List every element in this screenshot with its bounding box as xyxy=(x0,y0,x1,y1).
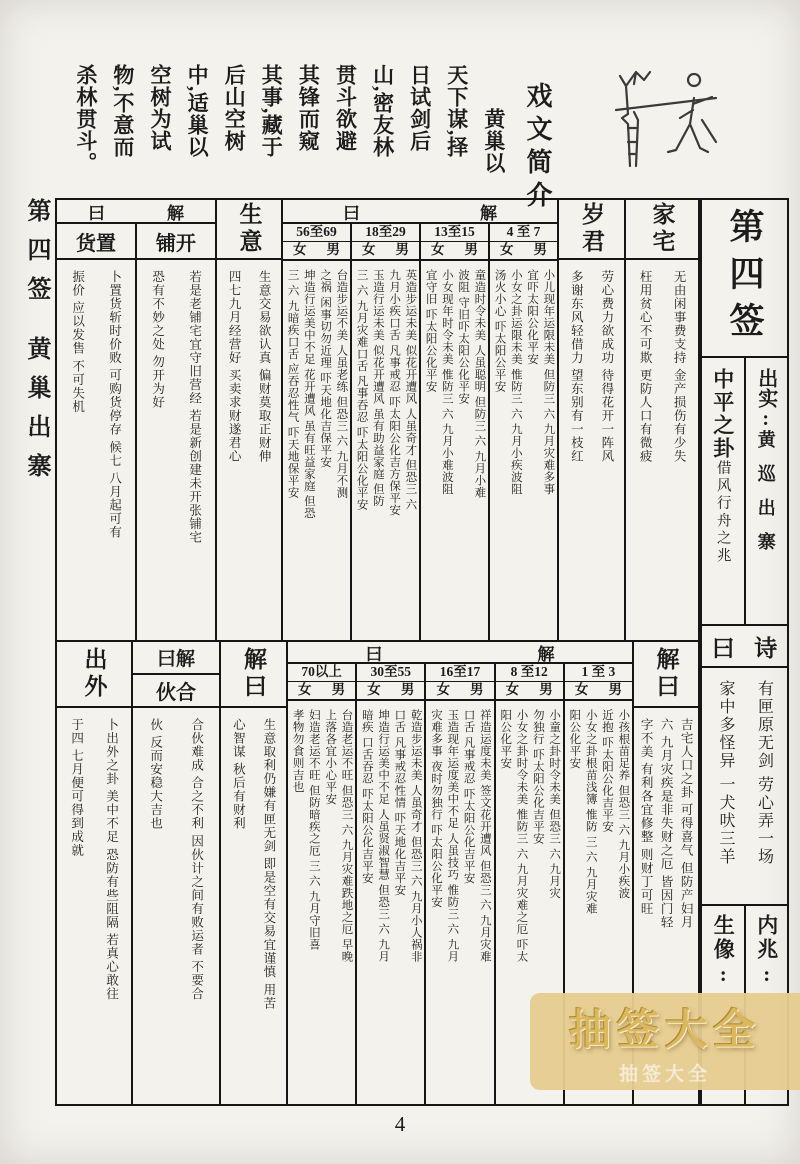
gender-male: 男 xyxy=(539,681,553,697)
cell-huozhi xyxy=(57,260,135,640)
col-shengyi xyxy=(215,200,281,640)
subject-prefix: 出实: xyxy=(754,368,777,430)
cell-line: 吉宅人口之卦 可得喜气 但防产妇月 xyxy=(679,718,694,929)
cell-line: 卜置货斩时价败 可购货停存 候七 八月起可有 xyxy=(107,270,122,539)
gender-female: 女 xyxy=(293,241,307,257)
gender-male: 男 xyxy=(400,681,415,697)
cell-line: 四七九月经营好 买卖求财遂君心 xyxy=(227,270,242,464)
cell-line: 之祸 闲事切勿近理 吓天地化吉保平安 xyxy=(319,268,332,468)
cell-line: 生意取利仍嫌有匣无剑 即是空有交易宜谨慎 用苦 xyxy=(261,718,276,1010)
cell-suijun xyxy=(559,260,624,640)
cell-huohe xyxy=(133,708,219,1104)
cell-line: 台造步运不美 人虽老练 但恐三 六 九月不测 xyxy=(335,268,348,499)
cell-pukai xyxy=(135,260,215,640)
cell-line: 暗疾 口舌吞忍 吓太阳公化吉平安 xyxy=(360,708,373,884)
header-char: 解 xyxy=(480,203,497,223)
story-illustration xyxy=(598,64,738,174)
hexagram-omen: 借风行舟之兆 xyxy=(714,460,731,565)
age-range-label: 1 至 3 xyxy=(565,664,632,682)
age-col-4-7 xyxy=(488,224,557,640)
poem-header xyxy=(702,626,787,668)
page-number: 4 xyxy=(394,1112,406,1136)
cell-line: 玉造行运未美 似花开遭风 虽有助益家庭 但防 xyxy=(371,268,384,507)
gender-female: 女 xyxy=(436,681,450,697)
gender-male: 男 xyxy=(395,241,409,257)
cell-line: 小女之卦根苗浅簿 惟防 三 六 九月灾难 xyxy=(584,708,597,915)
cell-line: 心智谋 秋后有财利 xyxy=(231,718,246,831)
cell-line: 三 六 九月灾难口舌 凡事吞忍 吓太阳公化平安 xyxy=(355,268,368,511)
col-header-jiazhai: 家宅 xyxy=(649,202,675,256)
neizhao-label: 内兆: xyxy=(754,914,779,989)
col-header-pukai: 铺开 xyxy=(135,224,215,258)
cell-line: 字不美 有利各宜修整 则财丁可旺 xyxy=(639,718,654,916)
table-top xyxy=(55,198,700,642)
cell-line: 恐有不妙之处 勿开为好 xyxy=(150,270,165,410)
gender-female: 女 xyxy=(431,241,445,257)
age-range-label: 30至55 xyxy=(357,664,424,682)
gender-male: 男 xyxy=(331,681,346,697)
cell-line: 小孩根苗足养 但恐三 六 九月小疾波 xyxy=(617,708,630,899)
poem-box xyxy=(702,668,787,906)
subheaders xyxy=(57,224,215,260)
cell-line: 枉用贫心不可欺 更防人口有微疲 xyxy=(638,270,653,464)
cell-line: 灾难多事 夜时勿独行 吓太阳公化平安 xyxy=(430,708,443,908)
sign-sidebar xyxy=(700,198,789,1106)
cell-line: 波阻 守旧吓太阳公化平安 xyxy=(457,268,470,405)
story-line: 贯斗欲避 xyxy=(333,64,358,152)
age-range-label: 16至17 xyxy=(426,664,493,682)
cell-line: 祥造运度未美 签文花开遭风 但恐三 六 九月灾难 xyxy=(478,708,491,963)
age-range-label: 18至29 xyxy=(352,224,419,242)
opera-story-paragraph xyxy=(74,64,504,198)
group-huohe xyxy=(131,642,219,1104)
sign-number-box xyxy=(702,200,787,358)
story-intro-title: 戏文简介 xyxy=(523,82,552,214)
age-col-18-29 xyxy=(350,224,419,640)
cell-line: 宜守旧 吓太阳公化平安 xyxy=(424,268,437,393)
group-ages-top xyxy=(281,200,557,640)
merged-header-jieyue xyxy=(288,642,632,664)
cell-line: 劳心费力欲成功 待得花开一阵风 xyxy=(599,270,614,464)
cell-jiazhai xyxy=(626,260,698,640)
subject-name: 黄巡出寨 xyxy=(755,430,776,566)
cell-line: 若是老铺宅宜守旧营经 若是新创建未开张铺宅 xyxy=(187,270,202,545)
cell-line: 坤造行运美中不足 花开遭风 虽有旺益家庭 但恐 xyxy=(302,268,315,519)
gender-male: 男 xyxy=(608,681,622,697)
cell-line: 生意交易欲认真 偏财莫取正财伸 xyxy=(257,270,272,464)
cell-line: 上落各宜小心平安 xyxy=(324,708,337,805)
header-yuejie xyxy=(133,642,219,675)
header-text: 曰解 xyxy=(156,649,195,670)
cell-line: 六 九月灾疾是非失财之厄 皆因门轻 xyxy=(659,718,674,929)
hexagram-col xyxy=(702,358,744,624)
col-header-suijun: 岁君 xyxy=(579,202,604,256)
shengxiang-label: 生像: xyxy=(711,914,736,989)
cell-line: 口舌 凡事戒忍性情 吓天地化吉平安 xyxy=(393,708,406,896)
story-line: 其事,藏于 xyxy=(259,64,284,159)
header-char: 诗 xyxy=(754,635,778,661)
age-range-label: 56至69 xyxy=(283,224,350,242)
col-header-huohe: 伙合 xyxy=(156,682,196,704)
cell-line: 英造步运未美 似花开遭风 人虽奇才 但恐三 六 xyxy=(404,268,417,511)
age-cell xyxy=(421,261,488,640)
gender-female: 女 xyxy=(298,681,312,697)
header-char: 解 xyxy=(167,203,184,223)
cell-line: 勿独行 吓太阳公化吉平安 xyxy=(531,708,544,845)
cell-line: 台造老运不旺 但恐三 六 九月灾难跌地之厄 早晚 xyxy=(340,708,353,963)
gender-male: 男 xyxy=(464,241,478,257)
col-header-jieri: 解曰 xyxy=(241,647,266,701)
cell-jieri xyxy=(221,708,286,1104)
cell-line: 阳公化平安 xyxy=(568,708,581,769)
gender-male: 男 xyxy=(533,241,547,257)
col-header-huozhi: 货置 xyxy=(76,232,116,255)
gender-female: 女 xyxy=(574,681,589,697)
col-suijun xyxy=(557,200,624,640)
cell-line: 玉造现年运度美中不足 人虽技巧 惟防三 六 九月 xyxy=(446,708,459,963)
header-char: 曰 xyxy=(711,635,735,661)
cell-line: 多谢东风轻借力 望东别有一枝红 xyxy=(569,270,584,464)
cell-line: 振价 应以发售 不可失机 xyxy=(70,270,85,414)
cell-line: 乾造步运未美 人虽奇才 但恐三 六 九月小人祸非 xyxy=(409,708,422,963)
poem-line: 家中多怪异 一犬吠三羊 xyxy=(717,680,735,866)
cell-line: 于四 七月便可得到成就 xyxy=(69,718,84,858)
subheaders xyxy=(133,675,219,708)
col-jiazhai xyxy=(624,200,698,640)
cell-line: 无由闲事费支持 金产损伤有少失 xyxy=(672,270,687,464)
tree-swordsman-icon xyxy=(598,64,738,174)
col-chuwai xyxy=(57,642,131,1104)
col-header-shengyi: 生意 xyxy=(236,202,262,256)
story-line: 中,适巢以 xyxy=(185,64,210,159)
merged-header-jieyue xyxy=(57,200,215,224)
age-col-56-69 xyxy=(283,224,350,640)
header-char: 曰 xyxy=(365,644,383,664)
story-line: 空树为试 xyxy=(148,64,173,152)
story-line: 山,密友林 xyxy=(370,64,395,159)
age-cell xyxy=(490,261,557,640)
watermark-text: 抽签大全 xyxy=(568,1006,761,1053)
story-line: 杀林贯斗。 xyxy=(73,64,98,174)
age-col-13-15 xyxy=(419,224,488,640)
merged-header-jieyue xyxy=(283,200,557,224)
subject-col xyxy=(744,358,788,624)
col-header-jieyue: 解曰 xyxy=(653,647,679,701)
age-range-label: 70以上 xyxy=(288,664,355,682)
cell-line: 小儿现年运限未美 但防三 六 九月灾难多事 xyxy=(542,268,555,495)
cell-line: 妇造老运不旺 但防暗疾之厄 三 六 九月守旧喜 xyxy=(307,708,320,951)
gender-male: 男 xyxy=(326,241,340,257)
margin-sign-label: 第四签 黄巢出寨 xyxy=(23,198,49,492)
cell-line: 小女现年时令未美 惟防三 六 九月小难波阻 xyxy=(440,268,453,495)
header-char: 解 xyxy=(537,644,555,664)
age-cell xyxy=(357,701,424,1104)
age-range-label: 4 至 7 xyxy=(490,224,557,242)
hexagram-box xyxy=(702,358,787,626)
cell-line: 合伙难成 合之不利 因伙计之间有败运者 不要合 xyxy=(189,718,204,1001)
watermark-banner xyxy=(530,993,800,1090)
cell-line: 卜出外之卦 美中不足 恐防有些阻隔 若真心敢往 xyxy=(104,718,119,1001)
col-header-chuwai: 出外 xyxy=(81,647,107,701)
watermark-ghost-text: 抽签大全 xyxy=(618,1064,711,1085)
cell-line: 九月小疾口舌 凡事戒忍 吓太阳公化吉方保平安 xyxy=(388,268,401,516)
cell-line: 近抱 吓太阳公化吉平安 xyxy=(601,708,614,833)
cell-line: 宜吓太阳公化平安 xyxy=(526,268,539,365)
age-cell xyxy=(426,701,493,1104)
cell-line: 伙 反而安稳大吉也 xyxy=(148,718,163,831)
cell-line: 小童之卦时令未美 但恐三 六 九月灾 xyxy=(548,708,561,899)
age-cell xyxy=(288,701,355,1104)
cell-line: 小女之卦运限未美 惟防三 六 九月小疾波阻 xyxy=(509,268,522,495)
age-cell xyxy=(283,261,350,640)
story-line: 天下谋,择 xyxy=(444,64,469,159)
cell-shengyi xyxy=(217,260,281,640)
header-char: 曰 xyxy=(88,203,105,223)
gender-male: 男 xyxy=(470,681,484,697)
age-cell xyxy=(352,261,419,640)
story-line: 物,不意而 xyxy=(110,64,135,159)
age-col-16-17 xyxy=(424,664,493,1104)
col-jieri xyxy=(219,642,286,1104)
age-range-label: 8 至12 xyxy=(496,664,563,682)
story-line: 黄巢以 xyxy=(481,108,506,174)
hexagram-name: 中平之卦 xyxy=(710,368,735,460)
cell-line: 小女之卦时令未美 惟防三 六 九月灾难之厄 吓太 xyxy=(515,708,528,963)
gender-female: 女 xyxy=(500,241,514,257)
cell-line: 口舌 凡事戒忍 吓太阳公化吉平安 xyxy=(462,708,475,884)
cell-line: 坤造行运美中不足 人虽贤淑智慧 但恐三 六 九月 xyxy=(377,708,390,963)
story-line: 日试剑后 xyxy=(407,64,432,152)
cell-line: 童造时令未美 人虽聪明 但防三 六 九月小难 xyxy=(473,268,486,499)
cell-line: 汤火小心 吓太阳公平安 xyxy=(493,268,506,393)
cell-line: 三 六 九暗疾口舌 应吞忍性气 吓天地保平安 xyxy=(286,268,299,499)
header-char: 曰 xyxy=(343,203,360,223)
cell-line: 孝物勿食则吉也 xyxy=(291,708,304,793)
gender-female: 女 xyxy=(505,681,520,697)
poem-line: 有匣原无剑 劳心弄一场 xyxy=(755,680,773,866)
cell-chuwai xyxy=(57,708,131,1104)
gender-female: 女 xyxy=(367,681,381,697)
age-range-label: 13至15 xyxy=(421,224,488,242)
age-col-30-55 xyxy=(355,664,424,1104)
sign-number: 第四签 xyxy=(725,207,764,349)
cell-line: 阳公化平安 xyxy=(499,708,512,769)
gender-female: 女 xyxy=(362,241,376,257)
story-line: 其锋而窥 xyxy=(296,64,321,152)
group-shop-goods xyxy=(57,200,215,640)
story-line: 后山空树 xyxy=(222,64,247,152)
age-col-70plus xyxy=(288,664,355,1104)
